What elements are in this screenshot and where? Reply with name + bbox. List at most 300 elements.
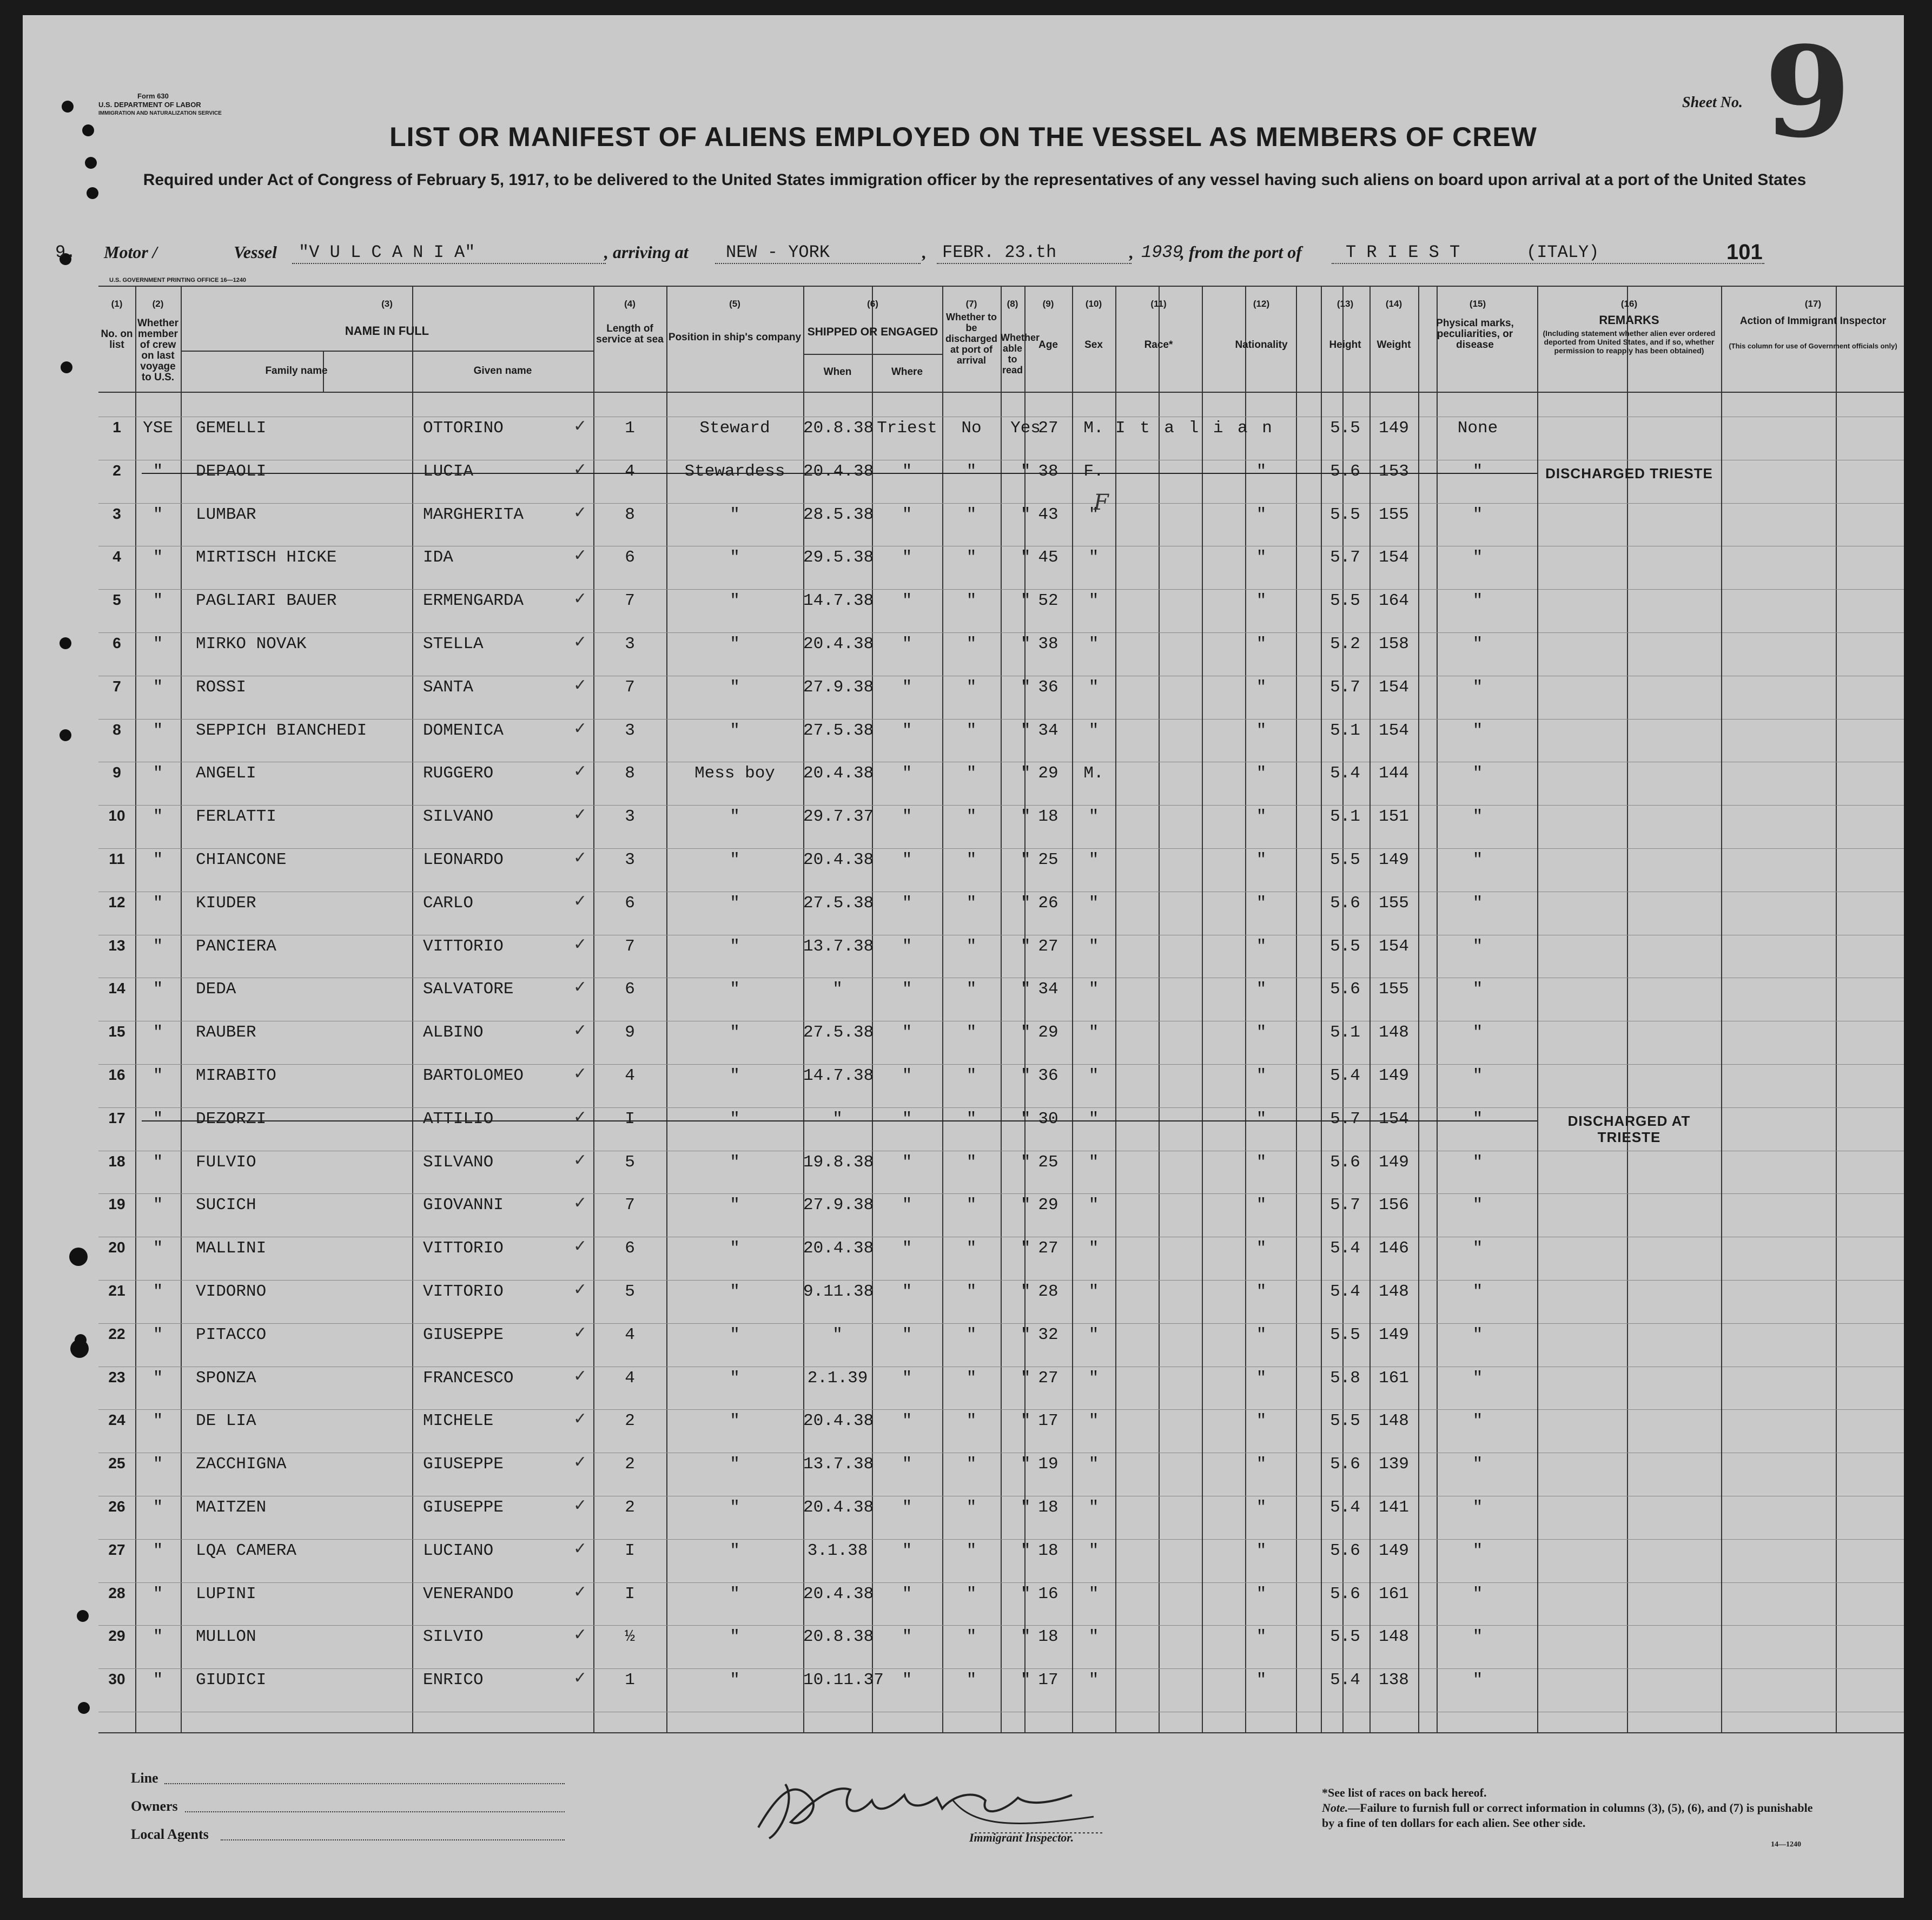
row-read: " (1020, 1671, 1031, 1690)
row-nat: " (1256, 505, 1267, 524)
row-nat: " (1256, 461, 1267, 481)
check-mark-icon: ✓ (573, 978, 587, 997)
row-where: " (902, 1498, 912, 1517)
check-mark-icon: ✓ (573, 1625, 587, 1645)
row-no: 12 (108, 893, 125, 910)
row-svc: 5 (625, 1282, 635, 1301)
row-family: LUPINI (196, 1584, 256, 1604)
row-family: MIRKO NOVAK (196, 635, 307, 654)
row-prev: " (153, 1109, 163, 1129)
row-read: " (1020, 1239, 1031, 1258)
check-mark-icon: ✓ (573, 1582, 587, 1601)
row-read: " (1020, 1541, 1031, 1560)
row-no: 8 (113, 721, 121, 738)
row-family: MIRTISCH HICKE (196, 548, 337, 568)
row-marks: " (1472, 1023, 1483, 1043)
row-pos: Mess boy (694, 764, 775, 783)
row-marks: " (1472, 1671, 1483, 1690)
row-disch: " (966, 1541, 977, 1560)
row-nat: " (1256, 764, 1267, 783)
row-age: 17 (1038, 1411, 1058, 1431)
row-wt: 156 (1379, 1196, 1409, 1215)
row-wt: 161 (1379, 1584, 1409, 1604)
row-wt: 149 (1379, 419, 1409, 438)
row-age: 36 (1038, 677, 1058, 697)
row-no: 17 (108, 1109, 125, 1126)
row-wt: 146 (1379, 1239, 1409, 1258)
check-mark-icon: ✓ (573, 1150, 587, 1170)
inspector-label: Immigrant Inspector. (969, 1831, 1074, 1844)
row-prev: " (153, 461, 163, 481)
header-c3: NAME IN FULL (345, 324, 429, 338)
manifest-page (23, 15, 1904, 1898)
row-no: 29 (108, 1627, 125, 1645)
row-where: " (902, 1196, 912, 1215)
header-c16b: (Including statement whether alien ever ordered deported from United States, and if so, whether permission to reapply has been obtained) (1543, 329, 1716, 355)
row-prev: " (153, 721, 163, 740)
row-family: MIRABITO (196, 1066, 276, 1085)
row-age: 27 (1038, 1368, 1058, 1388)
row-family: MALLINI (196, 1239, 267, 1258)
row-when: 2.1.39 (807, 1368, 868, 1388)
row-age: 36 (1038, 1066, 1058, 1085)
row-sex: " (1088, 936, 1099, 956)
row-family: CHIANCONE (196, 850, 287, 869)
check-mark-icon: ✓ (573, 1366, 587, 1385)
row-wt: 149 (1379, 1066, 1409, 1085)
header-c13: Height (1329, 339, 1361, 351)
row-prev: " (153, 936, 163, 956)
row-disch: " (966, 548, 977, 568)
row-where: " (902, 1325, 912, 1344)
row-wt: 151 (1379, 807, 1409, 827)
row-disch: " (966, 936, 977, 956)
row-prev: " (153, 1282, 163, 1301)
row-age: 29 (1038, 764, 1058, 783)
row-pos: " (730, 1368, 740, 1388)
strike-line (142, 1120, 1537, 1121)
row-given: GIUSEPPE (423, 1498, 504, 1517)
row-pos: " (730, 591, 740, 611)
row-age: 43 (1038, 505, 1058, 524)
row-nat: " (1256, 893, 1267, 913)
row-sex: " (1088, 1066, 1099, 1085)
row-wt: 149 (1379, 1152, 1409, 1172)
check-mark-icon: ✓ (573, 1280, 587, 1299)
remark-discharged-row2: DISCHARGED TRIESTE (1545, 465, 1713, 481)
row-when: 14.7.38 (803, 591, 874, 611)
row-marks: " (1472, 893, 1483, 913)
check-mark-icon: ✓ (573, 762, 587, 781)
row-no: 23 (108, 1368, 125, 1385)
row-given: SILVANO (423, 807, 494, 827)
row-read: " (1020, 850, 1031, 869)
row-prev: " (153, 1411, 163, 1431)
row-when: 27.5.38 (803, 893, 874, 913)
row-disch: " (966, 1455, 977, 1474)
row-where: " (902, 1671, 912, 1690)
punch-hole (61, 361, 72, 373)
row-where: " (902, 807, 912, 827)
row-ht: 5.5 (1330, 1627, 1360, 1647)
row-no: 24 (108, 1411, 125, 1429)
row-family: GIUDICI (196, 1671, 267, 1690)
row-svc: 3 (625, 850, 635, 869)
row-disch: " (966, 1671, 977, 1690)
row-read: " (1020, 1368, 1031, 1388)
check-mark-icon: ✓ (573, 1323, 587, 1342)
row-nat: " (1256, 1196, 1267, 1215)
row-where: Triest (877, 419, 937, 438)
row-family: LQA CAMERA (196, 1541, 297, 1560)
punch-hole (62, 101, 74, 113)
row-where: " (902, 980, 912, 999)
row-svc: 8 (625, 505, 635, 524)
row-family: GEMELLI (196, 419, 267, 438)
row-marks: " (1472, 721, 1483, 740)
row-prev: " (153, 1066, 163, 1085)
row-pos: " (730, 1411, 740, 1431)
row-no: 2 (113, 461, 121, 479)
row-age: 28 (1038, 1282, 1058, 1301)
row-when: 28.5.38 (803, 505, 874, 524)
row-wt: 149 (1379, 1541, 1409, 1560)
row-svc: 1 (625, 1671, 635, 1690)
row-sex: M. (1083, 419, 1104, 438)
row-disch: " (966, 1066, 977, 1085)
check-mark-icon: ✓ (573, 1409, 587, 1429)
row-svc: 7 (625, 1196, 635, 1215)
form-identifier (98, 92, 222, 118)
row-read: " (1020, 1152, 1031, 1172)
row-disch: " (966, 1627, 977, 1647)
row-nat: " (1256, 1671, 1267, 1690)
row-pos: " (730, 1671, 740, 1690)
check-mark-icon: ✓ (573, 675, 587, 695)
row-prev: " (153, 548, 163, 568)
strike-line (142, 473, 1537, 474)
row-svc: 2 (625, 1455, 635, 1474)
row-prev: " (153, 1325, 163, 1344)
column-number: (1) (111, 299, 123, 309)
row-svc: 3 (625, 807, 635, 827)
row-when: 13.7.38 (803, 936, 874, 956)
row-sex: " (1088, 1152, 1099, 1172)
row-ht: 5.5 (1330, 591, 1360, 611)
row-read: " (1020, 721, 1031, 740)
row-given: CARLO (423, 893, 474, 913)
row-family: FERLATTI (196, 807, 276, 827)
row-svc: 6 (625, 893, 635, 913)
row-family: MAITZEN (196, 1498, 267, 1517)
header-c4: Length of service at sea (596, 323, 664, 345)
row-age: 18 (1038, 1498, 1058, 1517)
row-pos: Steward (699, 419, 770, 438)
row-ht: 5.7 (1330, 1109, 1360, 1129)
row-given: DOMENICA (423, 721, 504, 740)
row-svc: 7 (625, 591, 635, 611)
department-name: U.S. DEPARTMENT OF LABOR (98, 101, 201, 109)
row-ht: 5.6 (1330, 1152, 1360, 1172)
row-pos: " (730, 505, 740, 524)
row-wt: 139 (1379, 1455, 1409, 1474)
row-svc: I (625, 1584, 635, 1604)
row-svc: 6 (625, 548, 635, 568)
footer-agents-label: Local Agents (131, 1826, 209, 1842)
row-wt: 154 (1379, 721, 1409, 740)
column-number: (11) (1150, 299, 1167, 309)
row-read: " (1020, 764, 1031, 783)
row-family: PAGLIARI BAUER (196, 591, 337, 611)
row-given: ERMENGARDA (423, 591, 524, 611)
row-read: Yes (1010, 419, 1041, 438)
row-given: ATTILIO (423, 1109, 494, 1129)
row-disch: " (966, 1584, 977, 1604)
row-family: FULVIO (196, 1152, 256, 1172)
row-when: 27.5.38 (803, 1023, 874, 1043)
row-given: STELLA (423, 635, 484, 654)
row-no: 20 (108, 1239, 125, 1256)
vessel-name: "V U L C A N I A" (299, 242, 475, 262)
row-where: " (902, 591, 912, 611)
row-marks: " (1472, 1455, 1483, 1474)
row-given: LUCIA (423, 461, 474, 481)
row-ht: 5.7 (1330, 548, 1360, 568)
row-no: 19 (108, 1196, 125, 1213)
row-marks: " (1472, 635, 1483, 654)
check-mark-icon: ✓ (573, 589, 587, 609)
row-read: " (1020, 1196, 1031, 1215)
row-svc: 4 (625, 1066, 635, 1085)
row-sex: " (1088, 1411, 1099, 1431)
row-pos: " (730, 1023, 740, 1043)
header-c14: Weight (1377, 339, 1411, 351)
row-when: 27.9.38 (803, 1196, 874, 1215)
row-family: DEZORZI (196, 1109, 267, 1129)
row-pos: " (730, 1239, 740, 1258)
row-wt: 154 (1379, 936, 1409, 956)
row-marks: " (1472, 1066, 1483, 1085)
page-number: 101 (1726, 240, 1763, 264)
row-where: " (902, 1239, 912, 1258)
row-disch: " (966, 1239, 977, 1258)
row-nat: " (1256, 980, 1267, 999)
page-subtitle: Required under Act of Congress of February 5, 1917, to be delivered to the United States immigration officer by the representatives of any vessel having such aliens on board upon arrival at a port of the United States (143, 171, 1807, 189)
row-where: " (902, 548, 912, 568)
row-age: 29 (1038, 1023, 1058, 1043)
row-wt: 149 (1379, 850, 1409, 869)
row-where: " (902, 505, 912, 524)
row-given: OTTORINO (423, 419, 504, 438)
row-sex: " (1088, 1455, 1099, 1474)
row-disch: " (966, 1411, 977, 1431)
row-where: " (902, 1455, 912, 1474)
check-mark-icon: ✓ (573, 632, 587, 651)
header-c6: SHIPPED OR ENGAGED (807, 326, 938, 338)
row-ht: 5.7 (1330, 1196, 1360, 1215)
row-given: VENERANDO (423, 1584, 514, 1604)
row-where: " (902, 1584, 912, 1604)
row-read: " (1020, 1411, 1031, 1431)
row-wt: 155 (1379, 893, 1409, 913)
row-wt: 155 (1379, 505, 1409, 524)
row-read: " (1020, 1282, 1031, 1301)
row-wt: 148 (1379, 1411, 1409, 1431)
row-pos: " (730, 1282, 740, 1301)
row-read: " (1020, 1498, 1031, 1517)
row-given: MICHELE (423, 1411, 494, 1431)
row-age: 27 (1038, 419, 1058, 438)
row-sex: " (1088, 1282, 1099, 1301)
row-when: 19.8.38 (803, 1152, 874, 1172)
row-pos: " (730, 677, 740, 697)
row-pos: " (730, 1066, 740, 1085)
row-marks: " (1472, 980, 1483, 999)
row-svc: 9 (625, 1023, 635, 1043)
row-disch: No (961, 419, 982, 438)
row-age: 27 (1038, 1239, 1058, 1258)
row-wt: 158 (1379, 635, 1409, 654)
vessel-prefix: 9. (55, 242, 76, 262)
check-mark-icon: ✓ (573, 934, 587, 954)
row-disch: " (966, 980, 977, 999)
row-prev: " (153, 807, 163, 827)
row-sex: " (1088, 1498, 1099, 1517)
row-read: " (1020, 936, 1031, 956)
row-disch: " (966, 461, 977, 481)
row-svc: ½ (625, 1627, 635, 1647)
row-sex: " (1088, 1196, 1099, 1215)
row-marks: " (1472, 591, 1483, 611)
row-prev: " (153, 1584, 163, 1604)
header-c15: Physical marks, peculiarities, or disease (1436, 318, 1514, 351)
row-ht: 5.4 (1330, 1282, 1360, 1301)
row-marks: " (1472, 850, 1483, 869)
row-sex: " (1088, 1368, 1099, 1388)
row-family: ANGELI (196, 764, 256, 783)
row-no: 5 (113, 591, 121, 609)
row-read: " (1020, 591, 1031, 611)
row-read: " (1020, 635, 1031, 654)
row-disch: " (966, 591, 977, 611)
row-marks: " (1472, 548, 1483, 568)
row-given: VITTORIO (423, 1239, 504, 1258)
row-wt: 144 (1379, 764, 1409, 783)
row-where: " (902, 1368, 912, 1388)
row-family: PANCIERA (196, 936, 276, 956)
page-title: LIST OR MANIFEST OF ALIENS EMPLOYED ON THE VESSEL AS MEMBERS OF CREW (389, 122, 1537, 152)
header-c16: REMARKS (1599, 313, 1659, 327)
row-age: 16 (1038, 1584, 1058, 1604)
row-marks: " (1472, 1411, 1483, 1431)
row-ht: 5.6 (1330, 1541, 1360, 1560)
row-given: VITTORIO (423, 936, 504, 956)
row-nat: " (1256, 1455, 1267, 1474)
row-pos: " (730, 1196, 740, 1215)
row-marks: " (1472, 936, 1483, 956)
row-nat: " (1256, 677, 1267, 697)
row-no: 6 (113, 635, 121, 651)
row-marks: " (1472, 505, 1483, 524)
row-no: 30 (108, 1671, 125, 1688)
row-marks: " (1472, 1239, 1483, 1258)
row-marks: " (1472, 1498, 1483, 1517)
row-disch: " (966, 1196, 977, 1215)
row-prev: " (153, 980, 163, 999)
row-where: " (902, 1541, 912, 1560)
row-wt: 138 (1379, 1671, 1409, 1690)
row-given: LEONARDO (423, 850, 504, 869)
row-age: 18 (1038, 1627, 1058, 1647)
row-read: " (1020, 807, 1031, 827)
row-marks: " (1472, 677, 1483, 697)
header-c17b: (This column for use of Government officials only) (1729, 342, 1897, 350)
row-given: LUCIANO (423, 1541, 494, 1560)
header-c5: Position in ship's company (668, 332, 802, 343)
row-where: " (902, 1627, 912, 1647)
row-given: BARTOLOMEO (423, 1066, 524, 1085)
footer-owners-label: Owners (131, 1798, 178, 1814)
row-family: VIDORNO (196, 1282, 267, 1301)
row-age: 45 (1038, 548, 1058, 568)
row-wt: 154 (1379, 1109, 1409, 1129)
punch-hole (85, 157, 97, 169)
row-wt: 161 (1379, 1368, 1409, 1388)
row-given: MARGHERITA (423, 505, 524, 524)
row-read: " (1020, 1455, 1031, 1474)
form-code: 14—1240 (1771, 1840, 1801, 1849)
check-mark-icon: ✓ (573, 1107, 587, 1126)
row-svc: 4 (625, 1325, 635, 1344)
header-c9: Age (1038, 339, 1058, 351)
punch-hole (59, 637, 71, 649)
row-when: 14.7.38 (803, 1066, 874, 1085)
footer-line-label: Line (131, 1770, 158, 1786)
row-prev: " (153, 677, 163, 697)
row-pos: " (730, 1541, 740, 1560)
row-disch: " (966, 1109, 977, 1129)
row-no: 16 (108, 1066, 125, 1083)
row-svc: 7 (625, 677, 635, 697)
crew-table (98, 286, 1904, 1732)
check-mark-icon: ✓ (573, 417, 587, 436)
row-sex: " (1088, 635, 1099, 654)
check-mark-icon: ✓ (573, 1496, 587, 1515)
row-ht: 5.5 (1330, 419, 1360, 438)
row-ht: 5.6 (1330, 461, 1360, 481)
row-given: ALBINO (423, 1023, 484, 1043)
row-given: RUGGERO (423, 764, 494, 783)
row-where: " (902, 461, 912, 481)
row-when: 20.4.38 (803, 635, 874, 654)
row-where: " (902, 764, 912, 783)
row-disch: " (966, 1498, 977, 1517)
row-when: 9.11.38 (803, 1282, 874, 1301)
row-svc: 2 (625, 1498, 635, 1517)
row-ht: 5.6 (1330, 1584, 1360, 1604)
sheet-label: Sheet No. (1682, 94, 1743, 111)
row-prev: " (153, 1239, 163, 1258)
row-read: " (1020, 505, 1031, 524)
column-number: (8) (1007, 299, 1018, 309)
row-where: " (902, 1411, 912, 1431)
row-wt: 149 (1379, 1325, 1409, 1344)
row-family: RAUBER (196, 1023, 256, 1043)
row-read: " (1020, 1066, 1031, 1085)
row-wt: 155 (1379, 980, 1409, 999)
vessel-type: Motor / (104, 242, 157, 262)
row-when: 29.5.38 (803, 548, 874, 568)
